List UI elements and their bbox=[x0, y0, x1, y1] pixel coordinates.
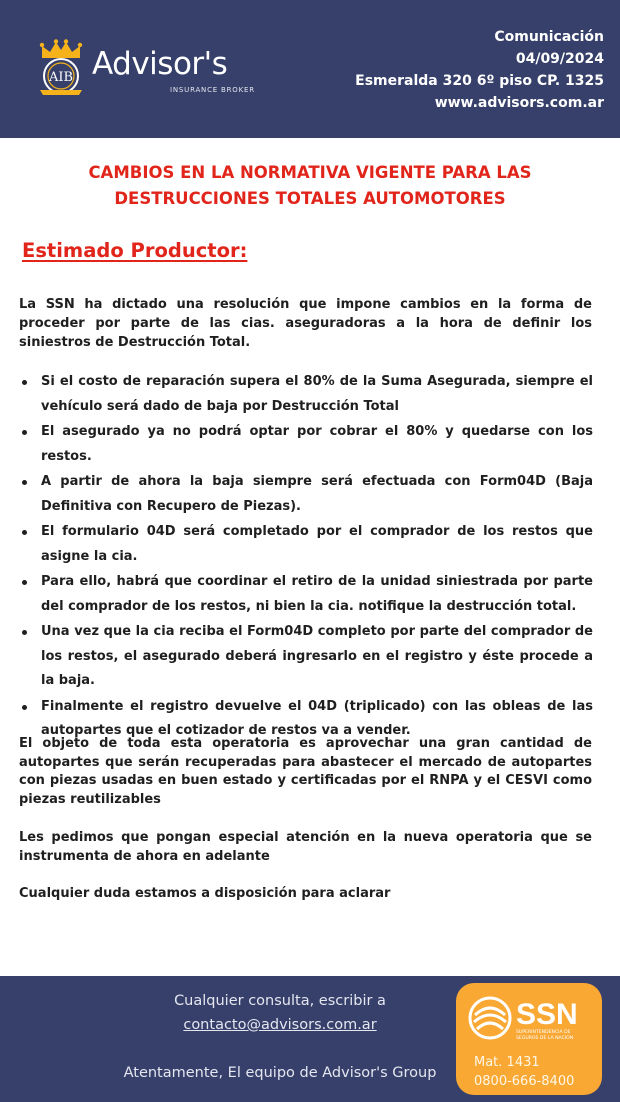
crown-icon bbox=[34, 38, 88, 98]
bullet-icon bbox=[22, 430, 27, 435]
communication-date: 04/09/2024 bbox=[515, 51, 604, 67]
ssn-matricula: Mat. 1431 bbox=[474, 1055, 540, 1070]
header-banner bbox=[0, 0, 620, 138]
list-item: Para ello, habrá que coordinar el retiro de la unidad siniestrada por parte del comprador de los restos, ni bien la cia. notifique la destrucción total. bbox=[19, 570, 593, 619]
company-address: Esmeralda 320 6º piso CP. 1325 bbox=[355, 73, 604, 89]
body-paragraph: El objeto de toda esta operatoria es aprovechar una gran cantidad de autopartes que serán recuperadas para abastecer el mercado de autopartes con piezas usadas en buen estado y certificadas por el RNPA y el CESVI como piezas reutilizables bbox=[19, 736, 592, 807]
intro-paragraph: La SSN ha dictado una resolución que impone cambios en la forma de proceder por parte de las cias. aseguradoras a la hora de definir los siniestros de Destrucción Total. bbox=[19, 297, 592, 350]
bullet-icon bbox=[22, 480, 27, 485]
svg-text:AIB: AIB bbox=[48, 70, 74, 85]
body-paragraph: Les pedimos que pongan especial atención en la nueva operatoria que se instrumenta de ahora en adelante bbox=[19, 830, 592, 864]
ssn-badge bbox=[456, 983, 602, 1095]
communication-label: Comunicación bbox=[494, 29, 604, 45]
closing-paragraph: Cualquier duda estamos a disposición para aclarar bbox=[19, 886, 391, 901]
ssn-logo bbox=[468, 993, 594, 1043]
svg-text:SEGUROS DE LA NACIÓN: SEGUROS DE LA NACIÓN bbox=[516, 1036, 574, 1041]
svg-text:SSN: SSN bbox=[516, 998, 578, 1031]
logo-name: Advisor's bbox=[92, 46, 228, 82]
bullet-icon bbox=[22, 580, 27, 585]
svg-text:SUPERINTENDENCIA DE: SUPERINTENDENCIA DE bbox=[516, 1030, 571, 1035]
list-item: Si el costo de reparación supera el 80% de la Suma Asegurada, siempre el vehículo será dado de baja por Destrucción Total bbox=[19, 370, 593, 419]
ssn-emblem-icon bbox=[470, 998, 510, 1038]
ssn-phone: 0800-666-8400 bbox=[474, 1074, 575, 1089]
list-item: Finalmente el registro devuelve el 04D (triplicado) con las obleas de las autopartes que el cotizador de restos va a vender. bbox=[19, 695, 593, 744]
title-line-1: CAMBIOS EN LA NORMATIVA VIGENTE PARA LAS bbox=[88, 163, 532, 182]
signature: Atentamente, El equipo de Advisor's Group bbox=[123, 1065, 437, 1081]
advisors-logo bbox=[34, 38, 266, 102]
list-item: El formulario 04D será completado por el comprador de los restos que asigne la cia. bbox=[19, 520, 593, 569]
list-item: El asegurado ya no podrá optar por cobrar el 80% y quedarse con los restos. bbox=[19, 420, 593, 469]
title-line-2: DESTRUCCIONES TOTALES AUTOMOTORES bbox=[114, 189, 506, 208]
document-title bbox=[30, 160, 590, 212]
list-item: Una vez que la cia reciba el Form04D completo por parte del comprador de los restos, el asegurado deberá ingresarlo en el registro y éste procede a la baja. bbox=[19, 620, 593, 694]
list-item: A partir de ahora la baja siempre será efectuada con Form04D (Baja Definitiva con Recupero de Piezas). bbox=[19, 470, 593, 519]
bullet-icon bbox=[22, 380, 27, 385]
bullet-icon bbox=[22, 530, 27, 535]
footer-banner bbox=[0, 976, 620, 1102]
bullet-list bbox=[19, 370, 593, 745]
contact-email-link[interactable]: contacto@advisors.com.ar bbox=[183, 1017, 377, 1033]
bullet-icon bbox=[22, 705, 27, 710]
logo-subtitle: INSURANCE BROKER bbox=[170, 86, 255, 94]
salutation: Estimado Productor: bbox=[22, 239, 248, 262]
header-info bbox=[355, 26, 604, 114]
company-website[interactable]: www.advisors.com.ar bbox=[434, 95, 604, 111]
bullet-icon bbox=[22, 630, 27, 635]
contact-line: Cualquier consulta, escribir a bbox=[174, 993, 386, 1009]
